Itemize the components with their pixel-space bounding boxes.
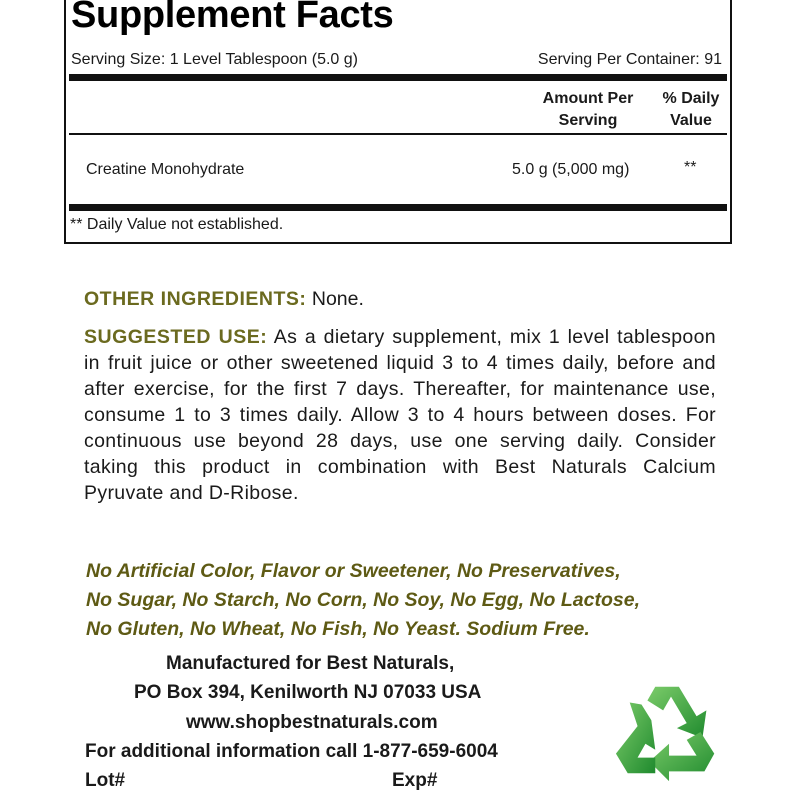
supplement-facts-panel — [64, 0, 732, 244]
free-from-line-1: No Artificial Color, Flavor or Sweetener, No Preservatives, — [86, 560, 621, 582]
amount-header-line-2: Serving — [558, 112, 618, 129]
suggested-use — [84, 324, 716, 506]
free-from-line-3: No Gluten, No Wheat, No Fish, No Yeast. Sodium Free. — [86, 618, 590, 640]
facts-header-rule — [69, 133, 727, 135]
facts-bottom-rule — [69, 204, 727, 211]
suggested-use-text: As a dietary supplement, mix 1 level tablespoon in fruit juice or other sweetened liquid 3 to 4 times daily, before and after exercise, for the first 7 days. Thereafter, for maintenance use, consume 1 to 3 times daily. Allow 3 to 4 hours between doses. For continuous use beyond 28 days, use one serving daily. Consider taking this product in combination with Best Naturals Calcium Pyruvate and D-Ribose. — [84, 326, 716, 504]
contact-phone-line: For additional information call 1-877-659-6004 — [85, 741, 498, 762]
manufacturer-website: www.shopbestnaturals.com — [186, 712, 438, 733]
expiration-label: Exp# — [392, 770, 438, 791]
other-ingredients-text: None. — [311, 288, 364, 310]
daily-value-header-line-2: Value — [670, 112, 712, 129]
amount-per-serving-header — [518, 88, 658, 132]
daily-value-header — [656, 88, 726, 132]
free-from-claims — [86, 557, 726, 644]
daily-value-header-line-1: % Daily — [662, 90, 720, 107]
other-ingredients — [84, 286, 716, 312]
suggested-use-label: SUGGESTED USE: — [84, 326, 268, 348]
manufacturer-address: PO Box 394, Kenilworth NJ 07033 USA — [134, 682, 482, 703]
recycle-icon — [612, 676, 730, 788]
servings-per-container: Serving Per Container: 91 — [537, 51, 722, 68]
serving-size: Serving Size: 1 Level Tablespoon (5.0 g) — [71, 51, 358, 68]
amount-header-line-1: Amount Per — [542, 90, 634, 107]
ingredient-name: Creatine Monohydrate — [86, 161, 245, 178]
ingredient-amount: 5.0 g (5,000 mg) — [512, 161, 630, 178]
daily-value-footnote: ** Daily Value not established. — [70, 216, 284, 233]
ingredient-daily-value: ** — [684, 159, 697, 176]
supplement-facts-title: Supplement Facts — [71, 0, 394, 36]
manufacturer-name: Manufactured for Best Naturals, — [166, 653, 455, 674]
free-from-line-2: No Sugar, No Starch, No Corn, No Soy, No Egg, No Lactose, — [86, 589, 640, 611]
other-ingredients-label: OTHER INGREDIENTS: — [84, 288, 307, 310]
lot-number-label: Lot# — [85, 770, 126, 791]
facts-top-rule — [69, 74, 727, 81]
